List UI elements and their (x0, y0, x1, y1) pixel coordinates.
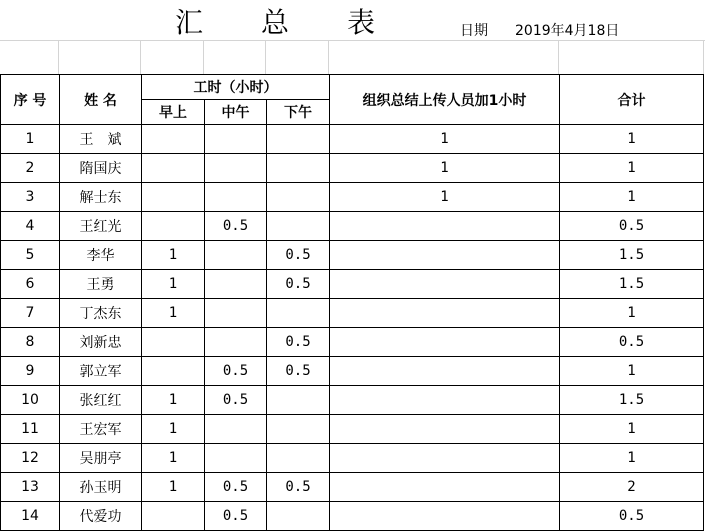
cell-seq[interactable]: 12 (1, 444, 60, 473)
cell-upload[interactable] (330, 212, 560, 241)
cell-afternoon[interactable]: 0.5 (267, 241, 330, 270)
title-char-3: 表 (347, 6, 376, 39)
cell-seq[interactable]: 11 (1, 415, 60, 444)
cell-upload[interactable] (330, 386, 560, 415)
cell-noon[interactable] (205, 444, 267, 473)
cell-name[interactable]: 李华 (60, 241, 142, 270)
cell-name[interactable]: 解士东 (60, 183, 142, 212)
cell-upload[interactable]: 1 (330, 183, 560, 212)
cell-upload[interactable] (330, 444, 560, 473)
cell-noon[interactable] (205, 125, 267, 154)
cell-total[interactable]: 1.5 (560, 241, 704, 270)
cell-morning[interactable]: 1 (142, 386, 205, 415)
cell-upload[interactable] (330, 299, 560, 328)
cell-afternoon[interactable]: 0.5 (267, 328, 330, 357)
cell-upload[interactable] (330, 415, 560, 444)
cell-upload[interactable] (330, 502, 560, 531)
cell-total[interactable]: 0.5 (560, 328, 704, 357)
grid-cell[interactable] (266, 41, 329, 75)
cell-seq[interactable]: 3 (1, 183, 60, 212)
grid-cell[interactable] (204, 41, 266, 75)
grid-cell[interactable] (329, 41, 559, 75)
cell-seq[interactable]: 2 (1, 154, 60, 183)
cell-name[interactable]: 张红红 (60, 386, 142, 415)
cell-total[interactable]: 1.5 (560, 270, 704, 299)
cell-afternoon[interactable]: 0.5 (267, 473, 330, 502)
cell-afternoon[interactable]: 0.5 (267, 357, 330, 386)
summary-table (0, 74, 704, 531)
cell-noon[interactable]: 0.5 (205, 386, 267, 415)
cell-morning[interactable]: 1 (142, 473, 205, 502)
cell-total[interactable]: 1 (560, 444, 704, 473)
cell-noon[interactable] (205, 154, 267, 183)
cell-noon[interactable]: 0.5 (205, 502, 267, 531)
cell-noon[interactable]: 0.5 (205, 357, 267, 386)
cell-upload[interactable] (330, 357, 560, 386)
cell-morning[interactable] (142, 125, 205, 154)
title-char-1: 汇 (175, 6, 204, 39)
cell-name[interactable]: 王宏军 (60, 415, 142, 444)
cell-name[interactable]: 隋国庆 (60, 154, 142, 183)
cell-afternoon[interactable] (267, 415, 330, 444)
table-row (1, 183, 704, 212)
cell-morning[interactable]: 1 (142, 415, 205, 444)
table-row (1, 473, 704, 502)
cell-upload[interactable] (330, 241, 560, 270)
table-row (1, 415, 704, 444)
cell-seq[interactable]: 8 (1, 328, 60, 357)
header-hours-group[interactable]: 工时（小时） (142, 75, 330, 100)
cell-afternoon[interactable] (267, 125, 330, 154)
cell-total[interactable]: 1.5 (560, 386, 704, 415)
cell-total[interactable]: 1 (560, 299, 704, 328)
cell-seq[interactable]: 6 (1, 270, 60, 299)
cell-seq[interactable]: 9 (1, 357, 60, 386)
cell-total[interactable]: 1 (560, 415, 704, 444)
cell-total[interactable]: 0.5 (560, 502, 704, 531)
date-value: 2019年4月18日 (515, 23, 620, 39)
grid-cell[interactable] (0, 41, 59, 75)
cell-afternoon[interactable] (267, 444, 330, 473)
cell-noon[interactable]: 0.5 (205, 212, 267, 241)
table-body (1, 125, 704, 531)
cell-noon[interactable] (205, 270, 267, 299)
cell-noon[interactable] (205, 299, 267, 328)
title-char-2: 总 (261, 6, 290, 39)
cell-morning[interactable]: 1 (142, 444, 205, 473)
table-row (1, 212, 704, 241)
table-row (1, 502, 704, 531)
cell-name[interactable]: 王 斌 (60, 125, 142, 154)
grid-cell[interactable] (59, 41, 141, 75)
table-row (1, 299, 704, 328)
cell-total[interactable]: 2 (560, 473, 704, 502)
table-row (1, 386, 704, 415)
cell-morning[interactable]: 1 (142, 270, 205, 299)
cell-upload[interactable] (330, 473, 560, 502)
header-name[interactable]: 姓 名 (60, 75, 142, 125)
cell-morning[interactable] (142, 154, 205, 183)
cell-name[interactable]: 刘新忠 (60, 328, 142, 357)
cell-total[interactable]: 1 (560, 125, 704, 154)
header-total[interactable]: 合计 (560, 75, 704, 125)
cell-name[interactable]: 吴朋亭 (60, 444, 142, 473)
cell-noon[interactable] (205, 241, 267, 270)
cell-noon[interactable] (205, 415, 267, 444)
cell-afternoon[interactable] (267, 154, 330, 183)
cell-name[interactable]: 孙玉明 (60, 473, 142, 502)
cell-noon[interactable]: 0.5 (205, 473, 267, 502)
cell-afternoon[interactable] (267, 502, 330, 531)
cell-name[interactable]: 王勇 (60, 270, 142, 299)
cell-morning[interactable]: 1 (142, 241, 205, 270)
cell-seq[interactable]: 4 (1, 212, 60, 241)
cell-seq[interactable]: 5 (1, 241, 60, 270)
table-row (1, 328, 704, 357)
cell-upload[interactable] (330, 328, 560, 357)
cell-total[interactable]: 0.5 (560, 212, 704, 241)
table-row (1, 357, 704, 386)
cell-morning[interactable] (142, 183, 205, 212)
cell-total[interactable]: 1 (560, 357, 704, 386)
title-area (0, 0, 705, 40)
cell-seq[interactable]: 7 (1, 299, 60, 328)
cell-total[interactable]: 1 (560, 183, 704, 212)
grid-cell[interactable] (559, 41, 704, 75)
table-row (1, 154, 704, 183)
cell-afternoon[interactable]: 0.5 (267, 270, 330, 299)
cell-upload[interactable]: 1 (330, 154, 560, 183)
cell-name[interactable]: 代爱功 (60, 502, 142, 531)
grid-cell[interactable] (141, 41, 204, 75)
cell-seq[interactable]: 1 (1, 125, 60, 154)
cell-seq[interactable]: 13 (1, 473, 60, 502)
cell-afternoon[interactable] (267, 386, 330, 415)
cell-morning[interactable] (142, 328, 205, 357)
header-noon[interactable]: 中午 (205, 100, 267, 125)
empty-grid-row (0, 40, 705, 75)
header-upload[interactable]: 组织总结上传人员加1小时 (330, 75, 560, 125)
table-row (1, 241, 704, 270)
cell-morning[interactable] (142, 502, 205, 531)
table-row (1, 444, 704, 473)
header-morning[interactable]: 早上 (142, 100, 205, 125)
cell-name[interactable]: 王红光 (60, 212, 142, 241)
cell-total[interactable]: 1 (560, 154, 704, 183)
date-label: 日期 (460, 23, 488, 39)
cell-upload[interactable] (330, 270, 560, 299)
cell-name[interactable]: 丁杰东 (60, 299, 142, 328)
header-afternoon[interactable]: 下午 (267, 100, 330, 125)
table-row (1, 125, 704, 154)
cell-name[interactable]: 郭立军 (60, 357, 142, 386)
cell-noon[interactable] (205, 183, 267, 212)
cell-seq[interactable]: 10 (1, 386, 60, 415)
header-seq[interactable]: 序 号 (1, 75, 60, 125)
cell-afternoon[interactable] (267, 299, 330, 328)
cell-afternoon[interactable] (267, 183, 330, 212)
cell-afternoon[interactable] (267, 212, 330, 241)
cell-upload[interactable]: 1 (330, 125, 560, 154)
cell-morning[interactable] (142, 212, 205, 241)
cell-morning[interactable]: 1 (142, 299, 205, 328)
cell-noon[interactable] (205, 328, 267, 357)
cell-seq[interactable]: 14 (1, 502, 60, 531)
table-row (1, 270, 704, 299)
cell-morning[interactable] (142, 357, 205, 386)
